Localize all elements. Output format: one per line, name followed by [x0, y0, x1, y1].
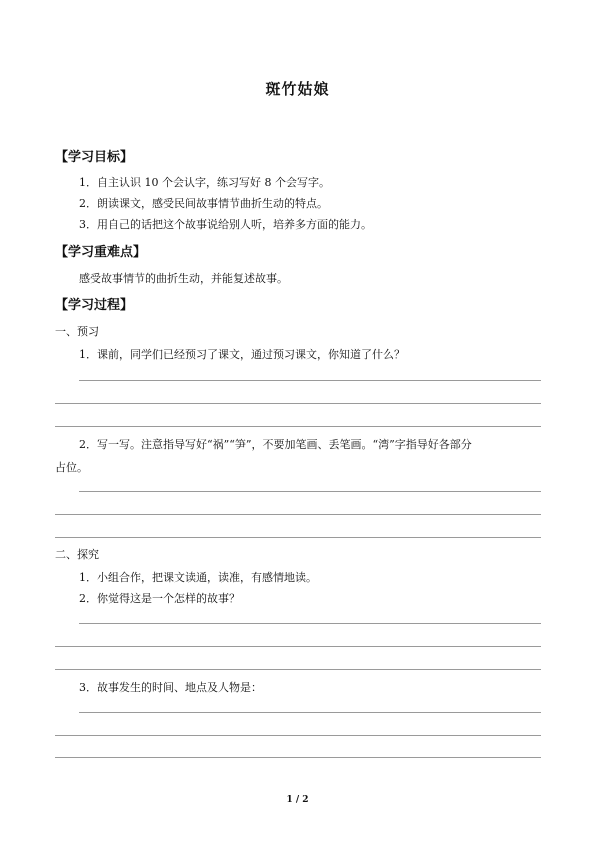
- answer-line[interactable]: [55, 426, 541, 427]
- answer-line[interactable]: [55, 403, 541, 404]
- part1-question-2: 2．写一写。注意指导写好“祸”“笋”，不要加笔画、丢笔画。“湾”字指导好各部分: [79, 438, 472, 451]
- part1-question-2-continued: 占位。: [55, 461, 88, 474]
- answer-line[interactable]: [55, 757, 541, 758]
- part2-question-2: 2．你觉得这是一个怎样的故事？: [79, 592, 240, 605]
- objective-item: 1．自主认识 10 个会认字，练习写好 8 个会写字。: [79, 176, 330, 189]
- answer-line[interactable]: [55, 646, 541, 647]
- answer-line[interactable]: [79, 712, 541, 713]
- objectives-heading: 【学习目标】: [55, 150, 134, 165]
- part2-question-3: 3．故事发生的时间、地点及人物是：: [79, 681, 262, 694]
- part1-title: 一、预习: [55, 325, 99, 338]
- answer-line[interactable]: [55, 537, 541, 538]
- key-points-text: 感受故事情节的曲折生动，并能复述故事。: [79, 272, 288, 285]
- answer-line[interactable]: [55, 514, 541, 515]
- page-number: 1 / 2: [286, 795, 309, 805]
- objective-item: 3．用自己的话把这个故事说给别人听，培养多方面的能力。: [79, 218, 372, 231]
- answer-line[interactable]: [55, 735, 541, 736]
- answer-line[interactable]: [79, 623, 541, 624]
- answer-line[interactable]: [79, 380, 541, 381]
- part2-title: 二、探究: [55, 548, 99, 561]
- part2-question-1: 1．小组合作，把课文读通，读准，有感情地读。: [79, 571, 317, 584]
- objective-item: 2．朗读课文，感受民间故事情节曲折生动的特点。: [79, 197, 328, 210]
- part1-question-1: 1．课前，同学们已经预习了课文，通过预习课文，你知道了什么？: [79, 348, 405, 361]
- key-points-heading: 【学习重难点】: [55, 245, 147, 260]
- process-heading: 【学习过程】: [55, 298, 134, 313]
- answer-line[interactable]: [79, 491, 541, 492]
- answer-line[interactable]: [55, 669, 541, 670]
- page-title: 斑竹姑娘: [265, 80, 330, 98]
